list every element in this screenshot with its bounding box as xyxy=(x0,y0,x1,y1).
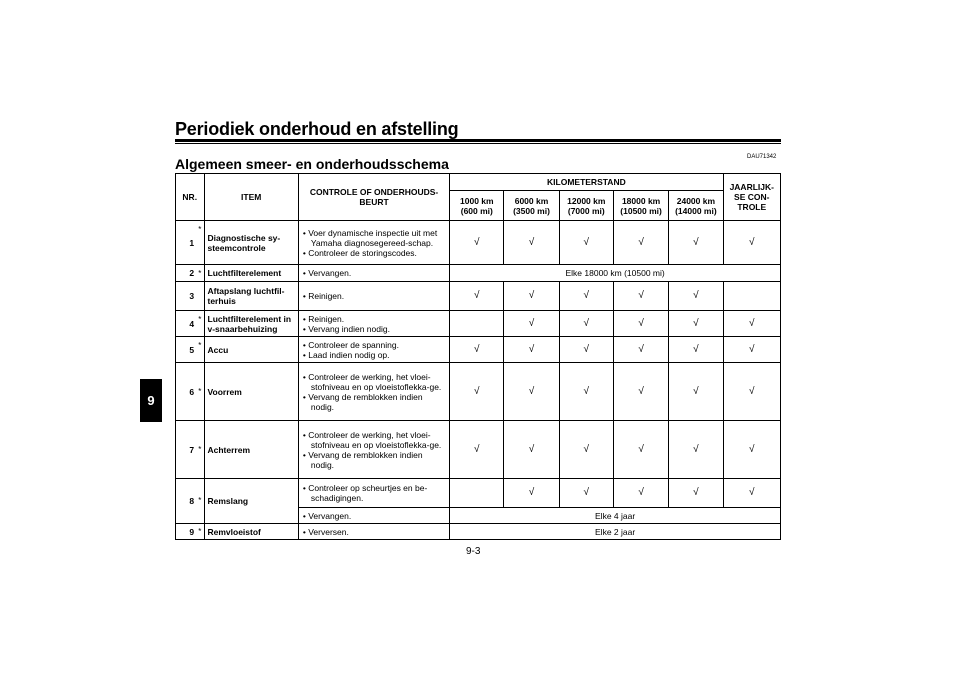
row-star: * xyxy=(196,265,204,282)
row-item: Remvloeistof xyxy=(204,524,298,540)
control-line: • Vervangen. xyxy=(302,510,352,521)
check-mark: √ xyxy=(559,221,613,265)
check-mark: √ xyxy=(559,337,613,363)
row-item: Accu xyxy=(204,337,298,363)
row-controls xyxy=(298,363,449,421)
check-mark: √ xyxy=(723,311,780,337)
table-row xyxy=(176,221,781,265)
row-nr: 9 xyxy=(176,524,197,540)
check-mark: √ xyxy=(504,363,559,421)
row-controls xyxy=(298,421,449,479)
row-item: Voorrem xyxy=(204,363,298,421)
control-line: • Laad indien nodig op. xyxy=(302,349,390,360)
check-mark: √ xyxy=(559,479,613,508)
row-nr: 5 xyxy=(176,337,197,363)
row-item: Achterrem xyxy=(204,421,298,479)
check-mark: √ xyxy=(669,221,723,265)
table-row xyxy=(176,524,781,540)
row-star xyxy=(196,282,204,311)
row-item: Luchtfilterelement xyxy=(204,265,298,282)
control-line: • Vervang indien nodig. xyxy=(302,323,390,334)
check-mark: √ xyxy=(613,337,668,363)
control-line: • Controleer de werking, het vloei-stofniveau en op vloeistoflekka-ge. xyxy=(302,371,442,392)
check-mark: √ xyxy=(450,282,504,311)
interval-text: Elke 18000 km (10500 mi) xyxy=(450,265,781,282)
check-mark: √ xyxy=(669,421,723,479)
check-mark: √ xyxy=(669,479,723,508)
section-title: Algemeen smeer- en onderhoudsschema xyxy=(175,156,449,172)
check-mark: √ xyxy=(613,479,668,508)
control-line: • Verversen. xyxy=(302,526,349,537)
row-star: * xyxy=(196,421,204,479)
check-mark: √ xyxy=(559,363,613,421)
row-star: * xyxy=(196,221,204,265)
check-mark: √ xyxy=(613,221,668,265)
control-line: • Controleer de werking, het vloei-stofniveau en op vloeistoflekka-ge. xyxy=(302,429,442,450)
empty-cell xyxy=(450,479,504,508)
check-mark: √ xyxy=(723,363,780,421)
header-nr: NR. xyxy=(176,174,205,221)
check-mark: √ xyxy=(450,337,504,363)
control-line: • Reinigen. xyxy=(302,291,345,301)
row-controls xyxy=(298,479,449,508)
header-rule-thin xyxy=(175,143,781,144)
row-item: Luchtfilterelement in v-snaarbehuizing xyxy=(204,311,298,337)
control-line: • Controleer op scheurtjes en be-schadigingen. xyxy=(302,483,428,503)
row-nr: 6 xyxy=(176,363,197,421)
row-item: Remslang xyxy=(204,479,298,524)
page-number: 9-3 xyxy=(466,546,481,557)
check-mark: √ xyxy=(450,221,504,265)
row-controls xyxy=(298,508,449,524)
row-nr: 1 xyxy=(176,221,197,265)
check-mark: √ xyxy=(504,221,559,265)
row-star: * xyxy=(196,524,204,540)
check-mark: √ xyxy=(669,337,723,363)
row-nr: 2 xyxy=(176,265,197,282)
row-star: * xyxy=(196,479,204,524)
header-km-col: 1000 km (600 mi) xyxy=(450,191,504,221)
control-line: • Voer dynamische inspectie uit met Yamaha diagnosegereed-schap. xyxy=(302,227,438,248)
chapter-tab: 9 xyxy=(140,379,162,422)
row-controls xyxy=(298,221,449,265)
table-row xyxy=(176,311,781,337)
control-line: • Reinigen. xyxy=(302,313,345,324)
check-mark: √ xyxy=(559,282,613,311)
row-item: Aftapslang luchtfil-terhuis xyxy=(204,282,298,311)
check-mark: √ xyxy=(504,282,559,311)
interval-text: Elke 2 jaar xyxy=(450,524,781,540)
row-item: Diagnostische sy-steemcontrole xyxy=(204,221,298,265)
header-item: ITEM xyxy=(204,174,298,221)
check-mark: √ xyxy=(450,421,504,479)
table-row xyxy=(176,421,781,479)
empty-cell xyxy=(723,282,780,311)
check-mark: √ xyxy=(450,363,504,421)
check-mark: √ xyxy=(613,421,668,479)
check-mark: √ xyxy=(559,421,613,479)
header-km-col: 24000 km (14000 mi) xyxy=(669,191,723,221)
row-controls xyxy=(298,265,449,282)
row-nr: 7 xyxy=(176,421,197,479)
table-row xyxy=(176,337,781,363)
check-mark: √ xyxy=(723,337,780,363)
row-controls xyxy=(298,524,449,540)
check-mark: √ xyxy=(723,421,780,479)
header-control: CONTROLE OF ONDERHOUDS-BEURT xyxy=(298,174,449,221)
header-rule xyxy=(175,139,781,142)
check-mark: √ xyxy=(504,421,559,479)
row-nr: 4 xyxy=(176,311,197,337)
table-row xyxy=(176,282,781,311)
control-line: • Controleer de storingscodes. xyxy=(302,247,417,258)
check-mark: √ xyxy=(669,282,723,311)
row-controls xyxy=(298,282,449,311)
header-km-col: 12000 km (7000 mi) xyxy=(559,191,613,221)
row-controls xyxy=(298,311,449,337)
row-star: * xyxy=(196,363,204,421)
table-row xyxy=(176,363,781,421)
table-row xyxy=(176,479,781,508)
check-mark: √ xyxy=(613,363,668,421)
row-nr: 3 xyxy=(176,282,197,311)
control-line: • Vervang de remblokken indien nodig. xyxy=(302,449,423,470)
table-row xyxy=(176,265,781,282)
check-mark: √ xyxy=(504,311,559,337)
header-km-col: 6000 km (3500 mi) xyxy=(504,191,559,221)
header-km-col: 18000 km (10500 mi) xyxy=(613,191,668,221)
check-mark: √ xyxy=(559,311,613,337)
check-mark: √ xyxy=(669,311,723,337)
maintenance-schedule-table xyxy=(175,173,781,540)
row-controls xyxy=(298,337,449,363)
control-line: • Vervangen. xyxy=(302,268,352,278)
row-star: * xyxy=(196,337,204,363)
document-code: DAU71342 xyxy=(747,154,777,160)
header-km: KILOMETERSTAND xyxy=(450,174,723,191)
row-nr: 8 xyxy=(176,479,197,524)
check-mark: √ xyxy=(504,479,559,508)
row-star: * xyxy=(196,311,204,337)
control-line: • Vervang de remblokken indien nodig. xyxy=(302,391,423,412)
check-mark: √ xyxy=(613,311,668,337)
control-line: • Controleer de spanning. xyxy=(302,339,399,350)
check-mark: √ xyxy=(723,479,780,508)
empty-cell xyxy=(450,311,504,337)
check-mark: √ xyxy=(723,221,780,265)
check-mark: √ xyxy=(504,337,559,363)
check-mark: √ xyxy=(669,363,723,421)
page-header-title: Periodiek onderhoud en afstelling xyxy=(175,119,459,139)
interval-text: Elke 4 jaar xyxy=(450,508,781,524)
header-yearly: JAARLIJK-SE CON-TROLE xyxy=(723,174,780,221)
check-mark: √ xyxy=(613,282,668,311)
